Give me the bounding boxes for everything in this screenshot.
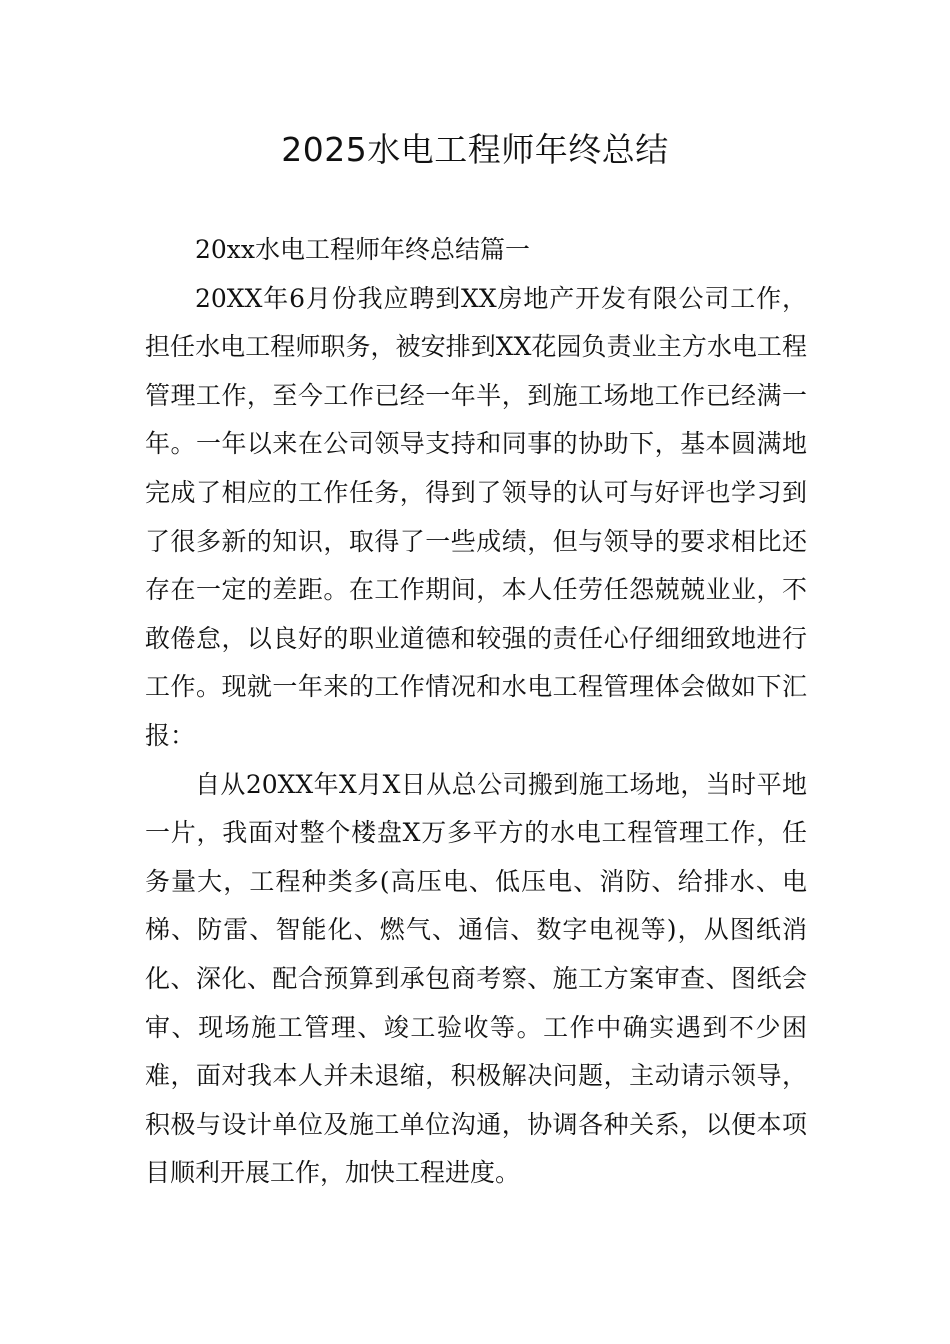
document-title: 2025水电工程师年终总结 bbox=[281, 130, 669, 169]
section-heading: 20xx水电工程师年终总结篇一 bbox=[195, 235, 531, 264]
paragraph-2: 自从20XX年X月X日从总公司搬到施工场地，当时平地一片，我面对整个楼盘X万多平方的水电工程管理工作，任务量大，工程种类多(高压电、低压电、消防、给排水、电梯、防雷、智能化、燃气、通信、数字电视等)，从图纸消化、深化、配合预算到承包商考察、施工方案审查、图纸会审、现场施工管理、竣工验收等。工作中确实遇到不少困难，面对我本人并未退缩，积极解决问题，主动请示领导，积极与设计单位及施工单位沟通，协调各种关系，以便本项目顺利开展工作，加快工程进度。 bbox=[145, 769, 807, 1188]
document-body bbox=[145, 226, 807, 1198]
paragraph-1: 20XX年6月份我应聘到XX房地产开发有限公司工作，担任水电工程师职务，被安排到XX花园负责业主方水电工程管理工作，至今工作已经一年半，到施工场地工作已经满一年。一年以来在公司领导支持和同事的协助下，基本圆满地完成了相应的工作任务，得到了领导的认可与好评也学习到了很多新的知识，取得了一些成绩，但与领导的要求相比还存在一定的差距。在工作期间，本人任劳任怨兢兢业业，不敢倦怠，以良好的职业道德和较强的责任心仔细细致地进行工作。现就一年来的工作情况和水电工程管理体会做如下汇报： bbox=[145, 283, 807, 750]
